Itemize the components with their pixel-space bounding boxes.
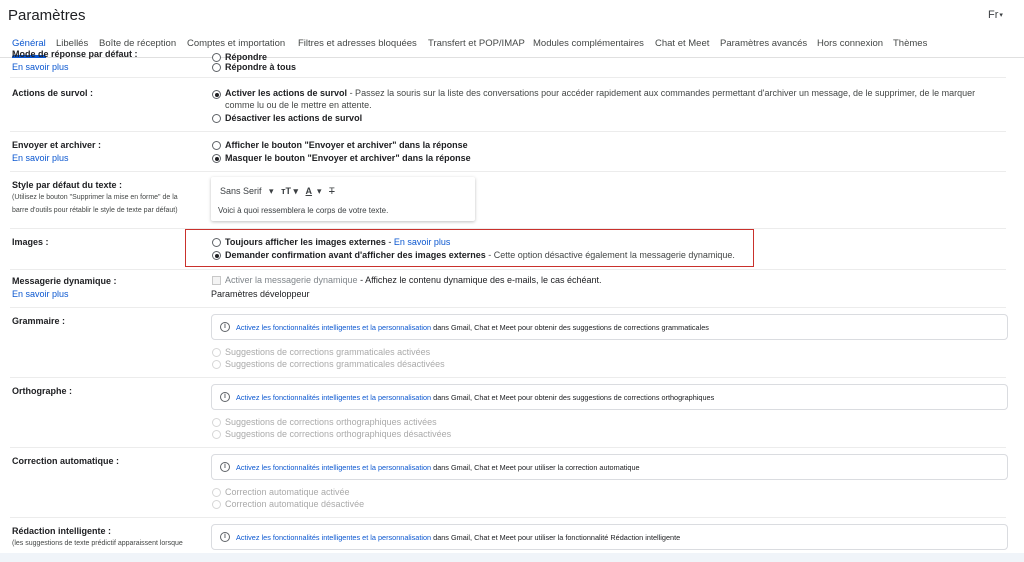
smart-compose-label: Rédaction intelligente : (12, 526, 112, 536)
settings-header (0, 0, 1024, 30)
hover-disable-radio[interactable] (212, 114, 221, 123)
reply-label: Mode de réponse par défaut : (12, 49, 138, 59)
settings-content (0, 49, 1024, 562)
send-archive-show-radio[interactable] (212, 141, 221, 150)
grammar-off-radio[interactable] (212, 360, 221, 369)
developer-settings-link[interactable]: Paramètres développeur (211, 289, 310, 299)
autocorrect-off-radio[interactable] (212, 500, 221, 509)
text-style-label: Style par défaut du texte : (12, 180, 123, 190)
dynamic-email-label: Messagerie dynamique : (12, 276, 117, 286)
grammar-on-radio[interactable] (212, 348, 221, 357)
tab-general[interactable]: Général (12, 38, 46, 49)
autocorrect-info-box (211, 454, 1008, 480)
divider (10, 131, 1006, 132)
settings-tabs (0, 30, 1024, 58)
divider (10, 307, 1006, 308)
language-selector[interactable]: Fr▾ (988, 9, 1003, 21)
grammar-info-text: Activez les fonctionnalités intelligentes et la personnalisation dans Gmail, Chat et Meet pour obtenir des suggestions de corrections grammaticales (236, 323, 709, 332)
images-label: Images : (12, 237, 49, 247)
hover-actions-label: Actions de survol : (12, 88, 94, 98)
divider (10, 269, 1006, 270)
tab-accounts[interactable]: Comptes et importation (187, 38, 286, 49)
spelling-on-option: Suggestions de corrections orthographiques activées (225, 417, 437, 427)
divider (10, 517, 1006, 518)
tab-filters[interactable]: Filtres et adresses bloquées (298, 38, 417, 49)
hover-enable-description: comme lu ou de le mettre en attente. (225, 100, 372, 110)
spelling-off-option: Suggestions de corrections orthographiques désactivées (225, 429, 452, 439)
reply-all-option: Répondre à tous (225, 62, 297, 72)
smart-compose-note: (les suggestions de texte prédictif apparaissent lorsque (12, 540, 183, 547)
autocorrect-label: Correction automatique : (12, 456, 120, 466)
tab-themes[interactable]: Thèmes (893, 38, 928, 49)
grammar-on-option: Suggestions de corrections grammaticales activées (225, 347, 431, 357)
dynamic-learn-more-link[interactable]: En savoir plus (12, 289, 69, 299)
text-style-preview: Voici à quoi ressemblera le corps de votre texte. (218, 206, 389, 215)
smart-features-link[interactable]: Activez les fonctionnalités intelligentes et la personnalisation (236, 463, 432, 472)
bottom-bar (0, 553, 1024, 562)
images-ask-option: Demander confirmation avant d'afficher des images externes - Cette option désactive également la messagerie dynamique. (225, 250, 735, 260)
reply-option: Répondre (225, 52, 268, 62)
tab-addons[interactable]: Modules complémentaires (533, 38, 644, 49)
tab-labels[interactable]: Libellés (56, 38, 89, 49)
hover-enable-radio[interactable] (212, 90, 221, 99)
font-size-icon[interactable]: тT ▾ (281, 186, 299, 196)
tab-advanced[interactable]: Paramètres avancés (720, 38, 808, 49)
autocorrect-info-text: Activez les fonctionnalités intelligentes et la personnalisation dans Gmail, Chat et Meet pour utiliser la correction automatique (236, 463, 640, 472)
text-style-note-line2: barre d'outils pour rétablir le style de texte par défaut) (12, 207, 178, 214)
info-icon: i (220, 532, 230, 542)
autocorrect-off-option: Correction automatique désactivée (225, 499, 365, 509)
spelling-info-box (211, 384, 1008, 410)
images-ask-radio[interactable] (212, 251, 221, 260)
tab-inbox[interactable]: Boîte de réception (99, 38, 177, 49)
hover-enable-option: Activer les actions de survol - Passez la souris sur la liste des conversations pour accéder rapidement aux commandes permettant d'archiver un message, de le supprimer, de le marquer (225, 88, 976, 98)
hover-disable-option: Désactiver les actions de survol (225, 113, 363, 123)
send-archive-learn-more-link[interactable]: En savoir plus (12, 153, 69, 163)
spelling-info-text: Activez les fonctionnalités intelligentes et la personnalisation dans Gmail, Chat et Meet pour obtenir des suggestions de corrections orthographiques (236, 393, 715, 402)
send-archive-show-option: Afficher le bouton "Envoyer et archiver" dans la réponse (225, 140, 468, 150)
dynamic-email-checkbox[interactable] (212, 276, 221, 285)
reply-all-radio[interactable] (212, 63, 221, 72)
info-icon: i (220, 322, 230, 332)
dynamic-email-option: Activer la messagerie dynamique - Affichez le contenu dynamique des e-mails, le cas échéant. (225, 275, 602, 285)
divider (10, 77, 1006, 78)
smart-features-link[interactable]: Activez les fonctionnalités intelligentes et la personnalisation (236, 323, 432, 332)
send-archive-label: Envoyer et archiver : (12, 140, 102, 150)
info-icon: i (220, 392, 230, 402)
chevron-down-icon: ▾ (999, 12, 1003, 19)
font-family-select[interactable]: Sans Serif ▾ (220, 186, 274, 196)
smart-features-link[interactable]: Activez les fonctionnalités intelligentes et la personnalisation (236, 393, 432, 402)
spelling-on-radio[interactable] (212, 418, 221, 427)
divider (10, 171, 1006, 172)
images-always-option: Toujours afficher les images externes - En savoir plus (225, 237, 451, 247)
tab-offline[interactable]: Hors connexion (817, 38, 884, 49)
images-always-radio[interactable] (212, 238, 221, 247)
divider (10, 447, 1006, 448)
images-learn-more-link[interactable]: En savoir plus (393, 237, 451, 247)
smart-features-link[interactable]: Activez les fonctionnalités intelligentes et la personnalisation (236, 533, 432, 542)
grammar-label: Grammaire : (12, 316, 66, 326)
spelling-off-radio[interactable] (212, 430, 221, 439)
reply-learn-more-link[interactable]: En savoir plus (12, 62, 69, 72)
autocorrect-on-radio[interactable] (212, 488, 221, 497)
reply-radio[interactable] (212, 53, 221, 62)
send-archive-hide-option: Masquer le bouton "Envoyer et archiver" dans la réponse (225, 153, 471, 163)
chevron-down-icon[interactable]: ▾ (317, 186, 322, 196)
divider (10, 377, 1006, 378)
text-style-editor (211, 177, 475, 221)
smart-compose-info-box (211, 524, 1008, 550)
remove-formatting-icon[interactable]: T (329, 186, 335, 196)
format-toolbar (220, 186, 340, 197)
info-icon: i (220, 462, 230, 472)
send-archive-hide-radio[interactable] (212, 154, 221, 163)
tab-chat-meet[interactable]: Chat et Meet (655, 38, 710, 49)
autocorrect-on-option: Correction automatique activée (225, 487, 350, 497)
grammar-info-box (211, 314, 1008, 340)
grammar-off-option: Suggestions de corrections grammaticales désactivées (225, 359, 445, 369)
spelling-label: Orthographe : (12, 386, 72, 396)
smart-compose-info-text: Activez les fonctionnalités intelligentes et la personnalisation dans Gmail, Chat et Meet pour utiliser la fonctionnalité Rédaction intelligente (236, 533, 681, 542)
tab-forwarding[interactable]: Transfert et POP/IMAP (428, 38, 525, 49)
page-title: Paramètres (8, 7, 86, 24)
text-style-note-line1: (Utilisez le bouton "Supprimer la mise en forme" de la (12, 194, 178, 201)
text-color-icon[interactable]: A (305, 186, 313, 196)
